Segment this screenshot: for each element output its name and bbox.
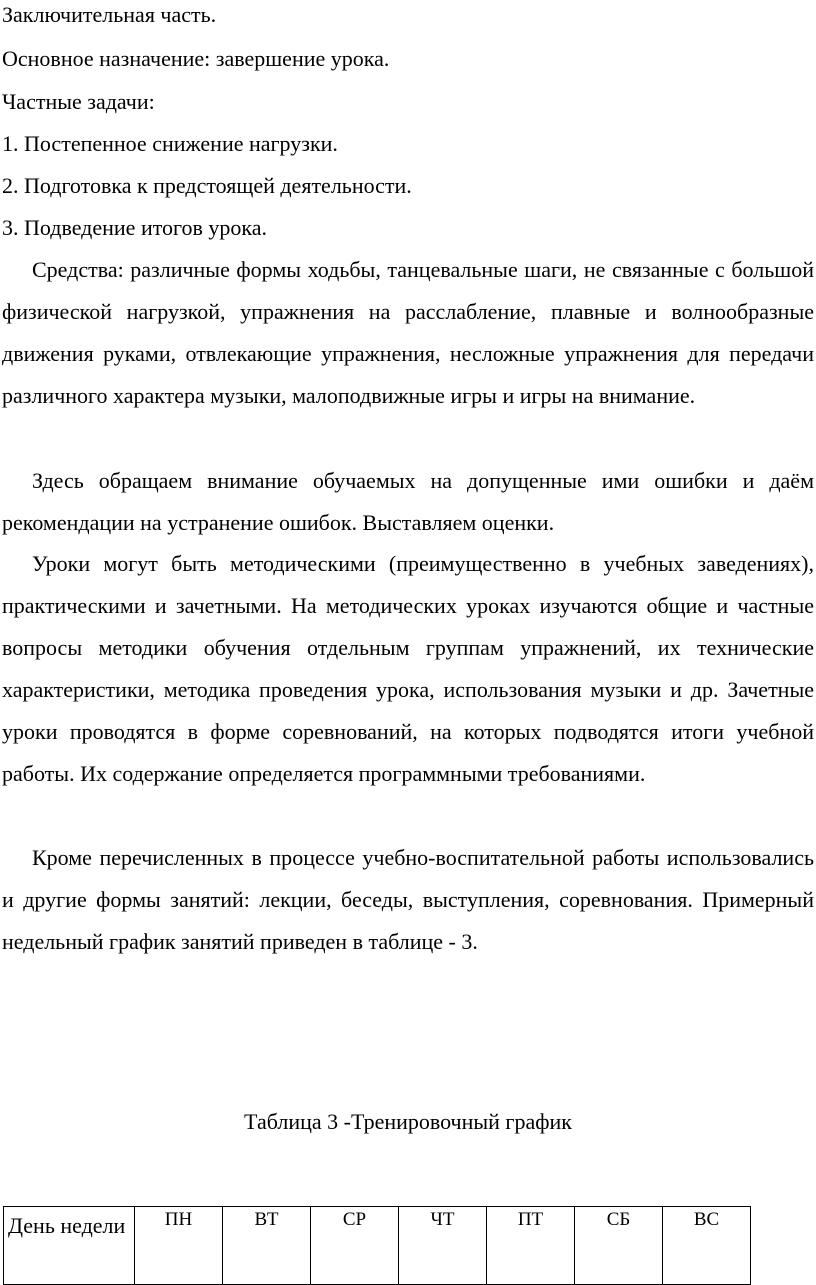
table-header-cell: ВС: [663, 1207, 751, 1285]
paragraph-other-forms: Кроме перечисленных в процессе учебно-воспитательной работы использовались и другие формы занятий: лекции, беседы, выступления, соревнования. Примерный недельный график занятий приведен в таблице - 3.: [2, 845, 814, 954]
table-header-cell: СБ: [575, 1207, 663, 1285]
table-caption: Таблица 3 -Тренировочный график: [244, 1109, 572, 1134]
task-item: 1. Постепенное снижение нагрузки.: [2, 131, 338, 156]
table-header-cell: ВТ: [223, 1207, 311, 1285]
table-header-cell: ЧТ: [399, 1207, 487, 1285]
table-header-cell: День недели: [4, 1207, 135, 1285]
table-header-cell: ПН: [135, 1207, 223, 1285]
table-header-cell: СР: [311, 1207, 399, 1285]
paragraph-lesson-types: Уроки могут быть методическими (преимущественно в учебных заведениях), практическими и зачетными. На методических уроках изучаются общие и частные вопросы методики обучения отдельным группам упражнений, их технические характеристики, методика проведения урока, использования музыки и др. Зачетные уроки проводятся в форме соревнований, на которых подводятся итоги учебной работы. Их содержание определяется программными требованиями.: [2, 551, 814, 786]
section-title: Заключительная часть.: [2, 2, 217, 27]
tasks-heading: Частные задачи:: [2, 89, 155, 114]
task-item: 2. Подготовка к предстоящей деятельности.: [2, 173, 412, 198]
paragraph-means: Средства: различные формы ходьбы, танцевальные шаги, не связанные с большой физической нагрузкой, упражнения на расслабление, плавные и волнообразные движения руками, отвлекающие упражнения, несложные упражнения для передачи различного характера музыки, малоподвижные игры и игры на внимание.: [2, 257, 814, 408]
table-header-cell: ПТ: [487, 1207, 575, 1285]
paragraph-errors: Здесь обращаем внимание обучаемых на допущенные ими ошибки и даём рекомендации на устранение ошибок. Выставляем оценки.: [2, 468, 814, 535]
table-header-row: [4, 1207, 751, 1285]
training-schedule-table: [3, 1206, 751, 1285]
task-item: 3. Подведение итогов урока.: [2, 215, 268, 240]
purpose-line: Основное назначение: завершение урока.: [2, 46, 390, 71]
